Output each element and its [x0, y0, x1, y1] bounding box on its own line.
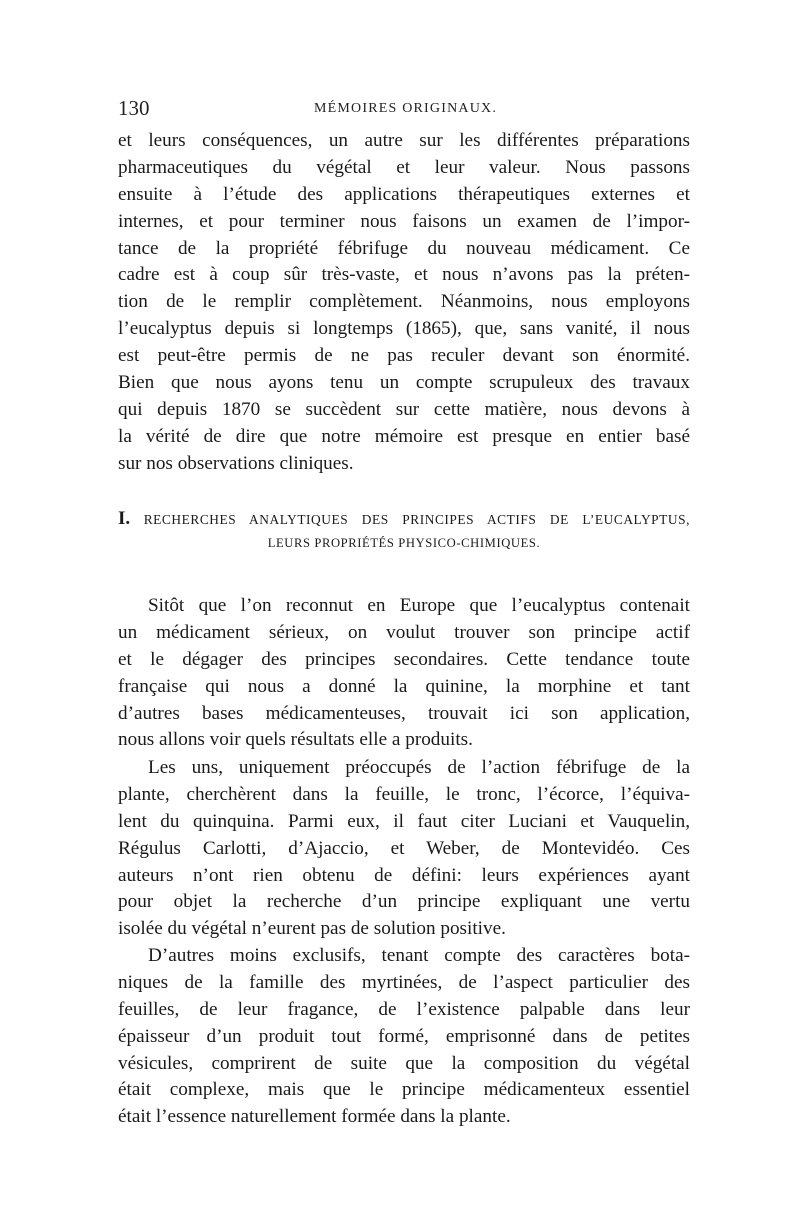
text-line: niques de la famille des myrtinées, de l’aspect particulier des — [118, 971, 690, 993]
text-line: cadre est à coup sûr très-vaste, et nous n’avons pas la préten- — [118, 264, 690, 286]
text-line: internes, et pour terminer nous faisons un examen de l’impor- — [118, 210, 690, 232]
section-heading — [118, 508, 690, 551]
text-line: plante, cherchèrent dans la feuille, le tronc, l’écorce, l’équiva- — [118, 783, 690, 805]
text-line: isolée du végétal n’eurent pas de solution positive. — [118, 918, 506, 940]
section-heading-title: RECHERCHES ANALYTIQUES DES PRINCIPES ACTIFS DE L’EUCALYPTUS, — [143, 512, 691, 527]
page-header — [118, 96, 688, 120]
text-line: la vérité de dire que notre mémoire est presque en entier basé — [118, 425, 690, 447]
text-line: française qui nous a donné la quinine, la morphine et tant — [118, 675, 690, 697]
paragraph-sitot — [118, 593, 690, 754]
paragraph-intro — [118, 128, 690, 478]
text-line: tance de la propriété fébrifuge du nouveau médicament. Ce — [118, 237, 690, 259]
text-line: Bien que nous ayons tenu un compte scrupuleux des travaux — [118, 372, 690, 394]
text-line: qui depuis 1870 se succèdent sur cette matière, nous devons à — [118, 398, 690, 420]
text-line: ensuite à l’étude des applications thérapeutiques externes et — [118, 183, 690, 205]
text-line: pharmaceutiques du végétal et leur valeur. Nous passons — [118, 156, 690, 178]
section-numeral: I. — [118, 508, 131, 529]
text-line: pour objet la recherche d’un principe expliquant une vertu — [118, 891, 690, 913]
text-line: l’eucalyptus depuis si longtemps (1865), que, sans vanité, il nous — [118, 318, 690, 340]
text-line: et leurs conséquences, un autre sur les différentes préparations — [118, 130, 690, 151]
text-line: tion de le remplir complètement. Néanmoins, nous employons — [118, 291, 690, 313]
text-line: vésicules, comprirent de suite que la composition du végétal — [118, 1052, 690, 1074]
text-line: feuilles, de leur fragance, de l’existence palpable dans leur — [118, 998, 690, 1020]
section-heading-line-1 — [118, 508, 690, 530]
text-line: Les uns, uniquement préoccupés de l’action fébrifuge de la — [148, 757, 690, 778]
text-line: D’autres moins exclusifs, tenant compte des caractères bota- — [148, 945, 690, 966]
text-line: lent du quinquina. Parmi eux, il faut citer Luciani et Vauquelin, — [118, 810, 690, 832]
text-line: était complexe, mais que le principe médicamenteux essentiel — [118, 1079, 690, 1101]
text-line: était l’essence naturellement formée dans la plante. — [118, 1106, 511, 1128]
text-line: est peut-être permis de ne pas reculer devant son énormité. — [118, 345, 690, 367]
paragraph-d-autres — [118, 943, 690, 1131]
text-line: et le dégager des principes secondaires. Cette tendance toute — [118, 648, 690, 670]
text-line: Sitôt que l’on reconnut en Europe que l’eucalyptus contenait — [148, 595, 690, 616]
text-line: d’autres bases médicamenteuses, trouvait ici son application, — [118, 702, 690, 724]
running-title: MÉMOIRES ORIGINAUX. — [314, 101, 498, 116]
page-number: 130 — [118, 96, 150, 120]
text-line: un médicament sérieux, on voulut trouver son principe actif — [118, 621, 690, 643]
text-line: sur nos observations cliniques. — [118, 452, 354, 474]
text-line: nous allons voir quels résultats elle a produits. — [118, 729, 473, 751]
text-line: Régulus Carlotti, d’Ajaccio, et Weber, de Montevidéo. Ces — [118, 837, 690, 859]
paragraph-les-uns — [118, 755, 690, 943]
section-heading-line-2: LEURS PROPRIÉTÉS PHYSICO-CHIMIQUES. — [267, 536, 541, 550]
text-line: auteurs n’ont rien obtenu de défini: leurs expériences ayant — [118, 864, 690, 886]
text-line: épaisseur d’un produit tout formé, emprisonné dans de petites — [118, 1025, 690, 1047]
